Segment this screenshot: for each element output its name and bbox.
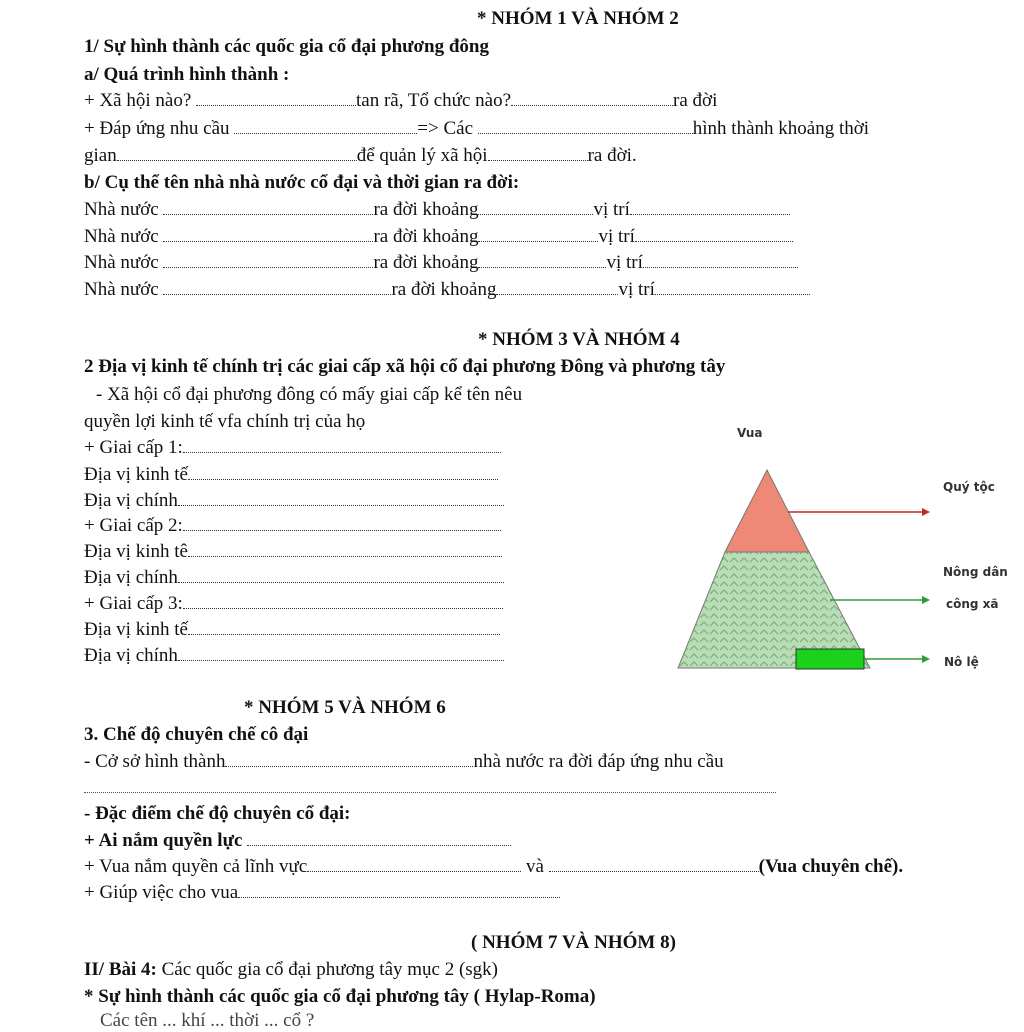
power-label: + Ai nắm quyền lực: [84, 830, 248, 851]
cut-off-line: Các tên ... khí ... thời ... cổ ?: [100, 1010, 315, 1031]
class-1-row: [84, 437, 501, 459]
blank: [238, 883, 560, 898]
section-1-title: 1/ Sự hình thành các quốc gia cổ đại phương đông: [84, 36, 490, 57]
born-label: ra đời khoảng: [373, 199, 479, 220]
econ-label: Địa vị kinh tế: [84, 464, 188, 485]
lesson-text: Các quốc gia cổ đại phương tây mục 2 (sgk): [156, 959, 499, 980]
helper-row: [84, 882, 560, 904]
formation-line-1-text-b: tan rã, Tổ chức nào?: [356, 90, 512, 111]
section-2-intro-1: - Xã hội cổ đại phương đông có mấy giai cấp kể tên nêu: [96, 384, 523, 405]
blank: [488, 146, 588, 161]
blank: [234, 119, 417, 134]
blank: [163, 253, 373, 268]
class-3-label: + Giai cấp 3:: [84, 593, 183, 614]
features-title: - Đặc điểm chế độ chuyên cổ đại:: [84, 803, 351, 824]
class-1-polit-row: [84, 490, 504, 512]
section-3-title: 3. Chế độ chuyên chế cô đại: [84, 724, 309, 745]
econ-label: Địa vị kinh tê: [84, 541, 188, 562]
group-header-5-6: * NHÓM 5 VÀ NHÓM 6: [244, 697, 446, 718]
formation-line-3: [84, 145, 637, 167]
blank: [178, 568, 504, 583]
blank: [188, 542, 502, 557]
blank: [549, 857, 759, 872]
econ-label: Địa vị kinh tế: [84, 619, 188, 640]
section-4-subtitle: * Sự hình thành các quốc gia cổ đại phương tây ( Hylap-Roma): [84, 986, 596, 1007]
blank: [225, 752, 473, 767]
blank: [183, 516, 501, 531]
position-label: vị trí: [606, 252, 643, 273]
section-2-title: 2 Địa vị kinh tế chính trị các giai cấp xã hội cổ đại phương Đông và phương tây: [84, 356, 726, 377]
born-label: ra đời khoảng: [373, 226, 479, 247]
group-header-3-4: * NHÓM 3 VÀ NHÓM 4: [478, 329, 680, 350]
pyramid-label-slaves: Nô lệ: [944, 655, 979, 669]
class-2-row: [84, 515, 501, 537]
formation-line-3-text-b: để quản lý xã hội: [356, 145, 488, 166]
farmers-arrowhead: [922, 596, 930, 604]
blank: [307, 857, 521, 872]
polit-label: Địa vị chính: [84, 567, 178, 588]
class-1-econ-row: [84, 464, 498, 486]
state-label: Nhà nước: [84, 226, 164, 247]
subsection-b-title: b/ Cụ thể tên nhà nhà nước cổ đại và thời gian ra đời:: [84, 172, 520, 193]
formation-line-2-text-c: hình thành khoảng thời: [692, 118, 870, 139]
position-label: vị trí: [593, 199, 630, 220]
position-label: vị trí: [598, 226, 635, 247]
blank: [178, 646, 504, 661]
pyramid-label-commune: công xã: [946, 597, 999, 611]
blank: [163, 280, 391, 295]
blank: [196, 91, 356, 106]
polit-label: Địa vị chính: [84, 490, 178, 511]
state-label: Nhà nước: [84, 199, 164, 220]
blank-line: [84, 792, 776, 793]
king-power-row: [84, 856, 903, 878]
formation-line-3-text-c: ra đời.: [587, 145, 637, 166]
and-text: và: [521, 856, 549, 877]
blank: [183, 438, 501, 453]
formation-line-1-text-a: + Xã hội nào?: [84, 90, 197, 111]
blank: [178, 491, 504, 506]
pyramid-label-farmers: Nông dân: [943, 565, 1008, 579]
lesson-line: [84, 959, 498, 981]
group-header-1-2: * NHÓM 1 VÀ NHÓM 2: [477, 8, 679, 29]
formation-line-1: [84, 90, 717, 112]
section-2-intro-2: quyền lợi kinh tế vfa chính trị của họ: [84, 411, 366, 432]
class-2-label: + Giai cấp 2:: [84, 515, 183, 536]
basis-text: nhà nước ra đời đáp ứng nhu cầu: [473, 751, 724, 772]
formation-line-2-text-b: => Các: [417, 118, 478, 139]
formation-line-2: [84, 118, 869, 140]
born-label: ra đời khoảng: [391, 279, 497, 300]
class-3-econ-row: [84, 619, 500, 641]
state-label: Nhà nước: [84, 279, 164, 300]
social-class-pyramid: [660, 420, 1020, 690]
class-3-row: [84, 593, 503, 615]
pyramid-label-nobles: Quý tộc: [943, 480, 995, 494]
blank: [478, 119, 693, 134]
blank: [655, 280, 810, 295]
formation-line-1-text-c: ra đời: [673, 90, 718, 111]
blank: [511, 91, 673, 106]
formation-line-3-text-a: gian: [84, 145, 117, 166]
blank: [496, 280, 618, 295]
blank: [163, 227, 373, 242]
blank: [117, 146, 357, 161]
class-2-econ-row: [84, 541, 502, 563]
blank: [188, 620, 500, 635]
formation-line-2-text-a: + Đáp ứng nhu cầu: [84, 118, 235, 139]
polit-label: Địa vị chính: [84, 645, 178, 666]
nobles-arrowhead: [922, 508, 930, 516]
blank: [635, 227, 793, 242]
state-label: Nhà nước: [84, 252, 164, 273]
blank: [478, 227, 598, 242]
helper-label: + Giúp việc cho vua: [84, 882, 239, 903]
lesson-prefix: II/ Bài 4:: [84, 959, 157, 980]
class-3-polit-row: [84, 645, 504, 667]
blank: [183, 594, 503, 609]
basis-row: [84, 751, 724, 773]
slaves-arrowhead: [922, 655, 930, 663]
autocrat-text: (Vua chuyên chế).: [758, 856, 904, 877]
blank: [188, 465, 498, 480]
blank: [478, 200, 593, 215]
position-label: vị trí: [618, 279, 655, 300]
blank: [643, 253, 798, 268]
blank: [163, 200, 373, 215]
state-row: [84, 226, 793, 248]
group-header-7-8: ( NHÓM 7 VÀ NHÓM 8): [471, 932, 676, 953]
state-row: [84, 252, 798, 274]
pyramid-label-king: Vua: [737, 426, 763, 440]
state-row: [84, 279, 810, 301]
basis-label: - Cở sở hình thành: [84, 751, 226, 772]
born-label: ra đời khoảng: [373, 252, 479, 273]
class-2-polit-row: [84, 567, 504, 589]
class-1-label: + Giai cấp 1:: [84, 437, 183, 458]
power-row: [84, 830, 511, 852]
subsection-a-title: a/ Quá trình hình thành :: [84, 64, 290, 85]
king-power-text: + Vua nắm quyền cả lĩnh vực: [84, 856, 308, 877]
blank: [247, 831, 511, 846]
slaves-tier: [796, 649, 864, 669]
blank: [478, 253, 606, 268]
blank: [630, 200, 790, 215]
nobles-tier: [725, 470, 809, 552]
state-row: [84, 199, 790, 221]
